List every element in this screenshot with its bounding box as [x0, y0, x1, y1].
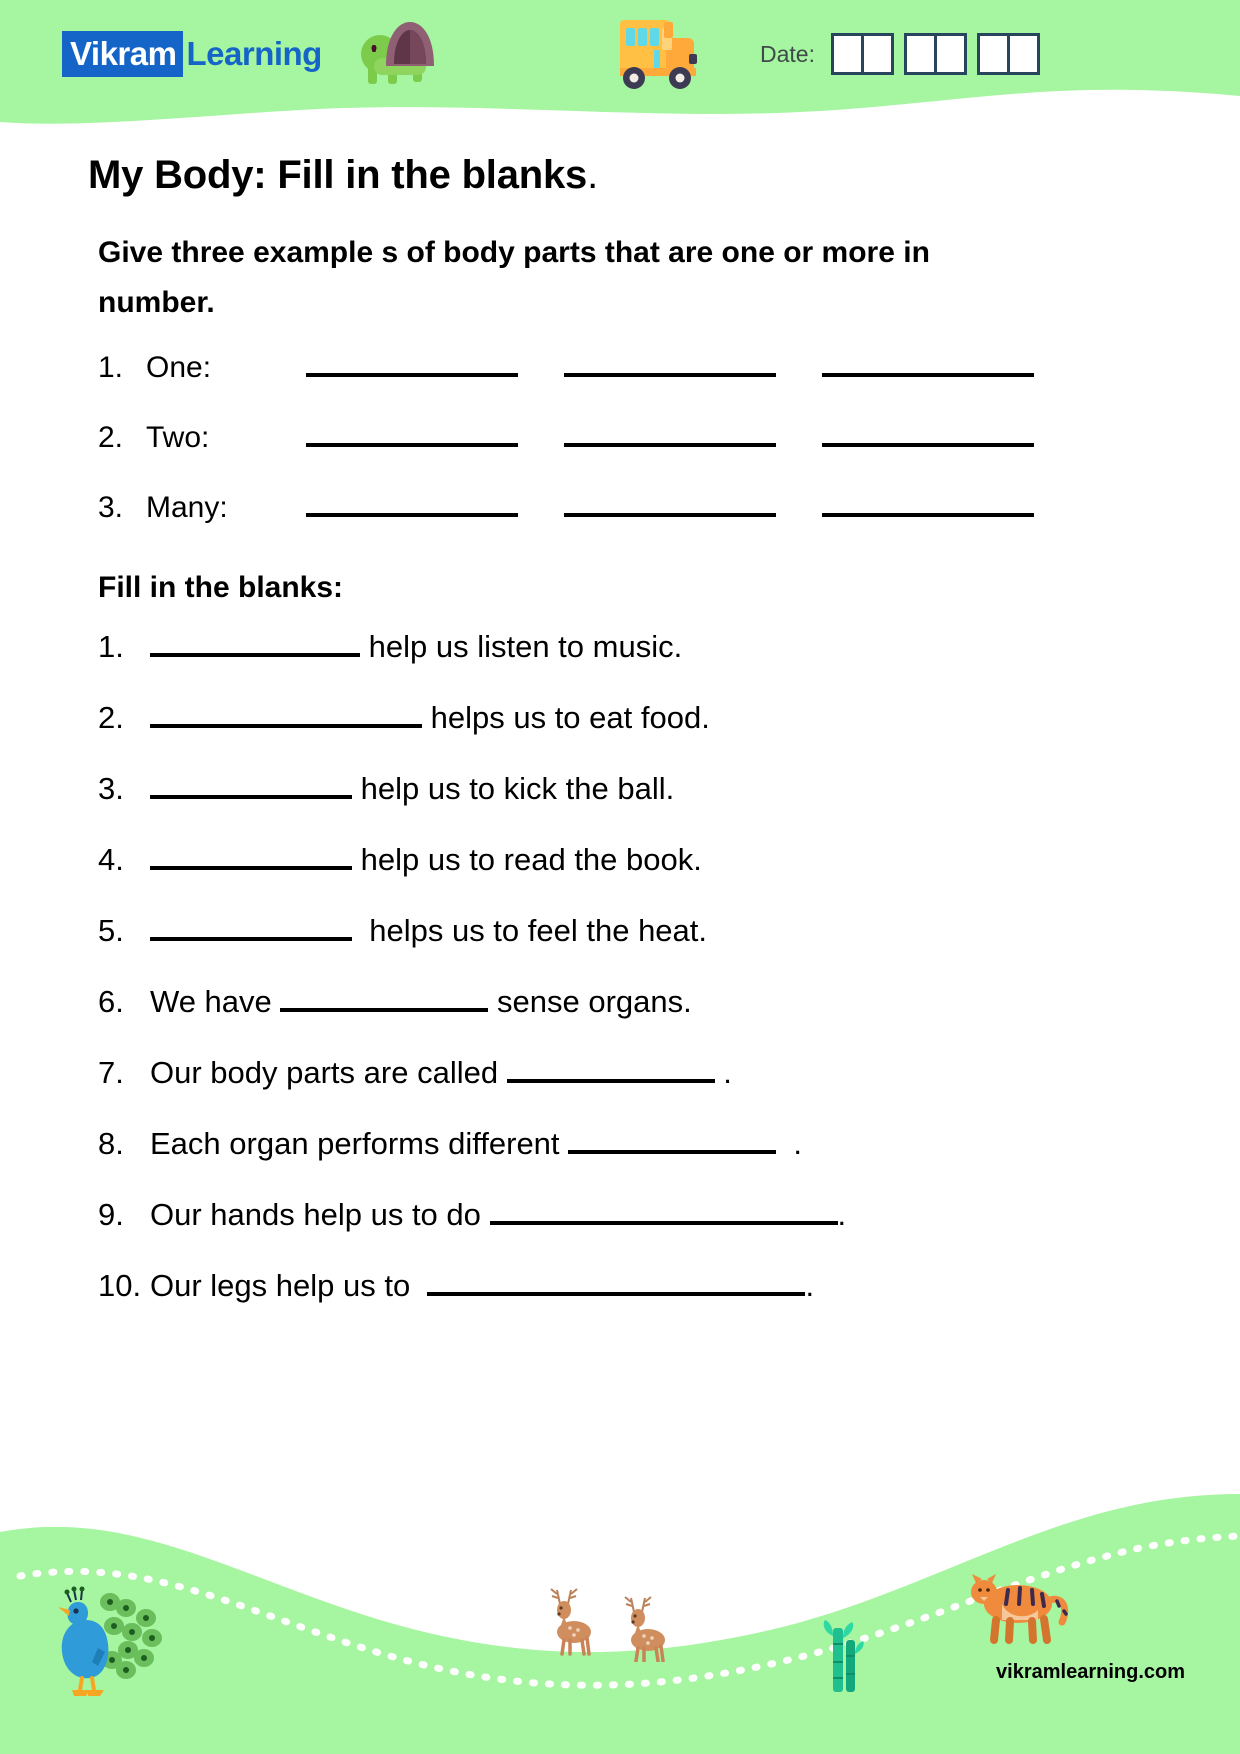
logo-badge-text: Vikram: [62, 31, 183, 77]
question-text-after-blank: .: [776, 1126, 802, 1161]
date-field[interactable]: [760, 33, 1040, 75]
count-example-number: 3.: [98, 491, 124, 524]
question-number: 1.: [98, 629, 124, 664]
answer-blank[interactable]: [150, 915, 352, 941]
school-bus-icon: [604, 16, 714, 92]
date-label: Date:: [760, 40, 815, 67]
worksheet-content: [0, 150, 1240, 1341]
question-number: 4.: [98, 842, 124, 877]
count-example-label: One:: [146, 351, 212, 384]
answer-blank[interactable]: [564, 417, 776, 447]
answer-blank[interactable]: [306, 417, 518, 447]
question-row: [98, 915, 1240, 986]
answer-blank[interactable]: [150, 702, 422, 728]
question-text-after-blank: sense organs.: [488, 984, 692, 1019]
question-text-before-blank: Our legs help us to: [150, 1268, 428, 1303]
count-example-label: Many:: [146, 491, 228, 524]
tiger-icon: [962, 1570, 1072, 1646]
bamboo-icon: [820, 1614, 868, 1692]
answer-blank[interactable]: [507, 1057, 715, 1083]
question-row: [98, 1199, 1240, 1270]
date-box[interactable]: [1007, 33, 1040, 75]
count-examples-list: [98, 347, 1240, 557]
answer-blank[interactable]: [568, 1128, 776, 1154]
question-number: 7.: [98, 1055, 124, 1090]
answer-blank[interactable]: [280, 986, 488, 1012]
question-text-before-blank: We have: [150, 984, 281, 1019]
question-text-after-blank: .: [714, 1055, 732, 1090]
question-row: [98, 1057, 1240, 1128]
count-example-blanks: [306, 347, 1034, 377]
turtle-icon: [358, 18, 450, 90]
question-text-before-blank: Our body parts are called: [150, 1055, 507, 1090]
answer-blank[interactable]: [150, 844, 352, 870]
fill-in-the-blanks-heading: Fill in the blanks:: [98, 571, 344, 604]
answer-blank[interactable]: [306, 487, 518, 517]
questions-list: [98, 631, 1240, 1341]
question-text-before-blank: Our hands help us to do: [150, 1197, 490, 1232]
question-row: [98, 844, 1240, 915]
page-title: [88, 150, 1240, 200]
date-group-month[interactable]: [904, 33, 967, 75]
peacock-icon: [48, 1574, 173, 1696]
question-number: 5.: [98, 913, 124, 948]
instruction-text: Give three example s of body parts that are one or more in number.: [98, 236, 930, 319]
question-row: [98, 1270, 1240, 1341]
answer-blank[interactable]: [564, 487, 776, 517]
deer-icon: [540, 1584, 602, 1656]
question-text-after-blank: helps us to feel the heat.: [352, 913, 708, 948]
question-row: [98, 1128, 1240, 1199]
question-text-after-blank: help us to read the book.: [352, 842, 702, 877]
page-header: [0, 0, 1240, 135]
answer-blank[interactable]: [427, 1270, 805, 1296]
count-example-blanks: [306, 417, 1034, 447]
deer-icon: [614, 1590, 676, 1662]
question-number: 3.: [98, 771, 124, 806]
answer-blank[interactable]: [564, 347, 776, 377]
question-text-after-blank: help us listen to music.: [360, 629, 683, 664]
question-text-after-blank: help us to kick the ball.: [352, 771, 675, 806]
question-number: 10.: [98, 1268, 142, 1303]
count-example-blanks: [306, 487, 1034, 517]
question-text-before-blank: Each organ performs different: [150, 1126, 569, 1161]
date-box[interactable]: [831, 33, 864, 75]
site-url-text: vikramlearning.com: [996, 1661, 1185, 1683]
count-example-number: 1.: [98, 351, 124, 384]
date-box[interactable]: [861, 33, 894, 75]
answer-blank[interactable]: [822, 347, 1034, 377]
count-example-row: [98, 417, 1240, 487]
question-text-after-blank: helps us to eat food.: [422, 700, 710, 735]
answer-blank[interactable]: [150, 631, 360, 657]
vikram-learning-logo[interactable]: [62, 31, 322, 77]
date-box[interactable]: [977, 33, 1010, 75]
page-title-text: My Body: Fill in the blanks: [88, 153, 588, 197]
question-row: [98, 702, 1240, 773]
logo-word-text: Learning: [186, 35, 322, 72]
count-example-row: [98, 487, 1240, 557]
question-row: [98, 631, 1240, 702]
answer-blank[interactable]: [150, 773, 352, 799]
question-row: [98, 773, 1240, 844]
page-title-period: .: [587, 153, 599, 197]
answer-blank[interactable]: [822, 417, 1034, 447]
question-number: 6.: [98, 984, 124, 1019]
count-example-number: 2.: [98, 421, 124, 454]
date-group-year[interactable]: [977, 33, 1040, 75]
count-example-label: Two:: [146, 421, 210, 454]
question-text-after-blank: .: [805, 1268, 815, 1303]
question-number: 8.: [98, 1126, 124, 1161]
date-box[interactable]: [934, 33, 967, 75]
answer-blank[interactable]: [306, 347, 518, 377]
question-number: 9.: [98, 1197, 124, 1232]
date-box[interactable]: [904, 33, 937, 75]
date-group-day[interactable]: [831, 33, 894, 75]
page-footer: [0, 1424, 1240, 1754]
question-text-after-blank: .: [837, 1197, 847, 1232]
answer-blank[interactable]: [490, 1199, 838, 1225]
question-row: [98, 986, 1240, 1057]
answer-blank[interactable]: [822, 487, 1034, 517]
question-number: 2.: [98, 700, 124, 735]
count-example-row: [98, 347, 1240, 417]
